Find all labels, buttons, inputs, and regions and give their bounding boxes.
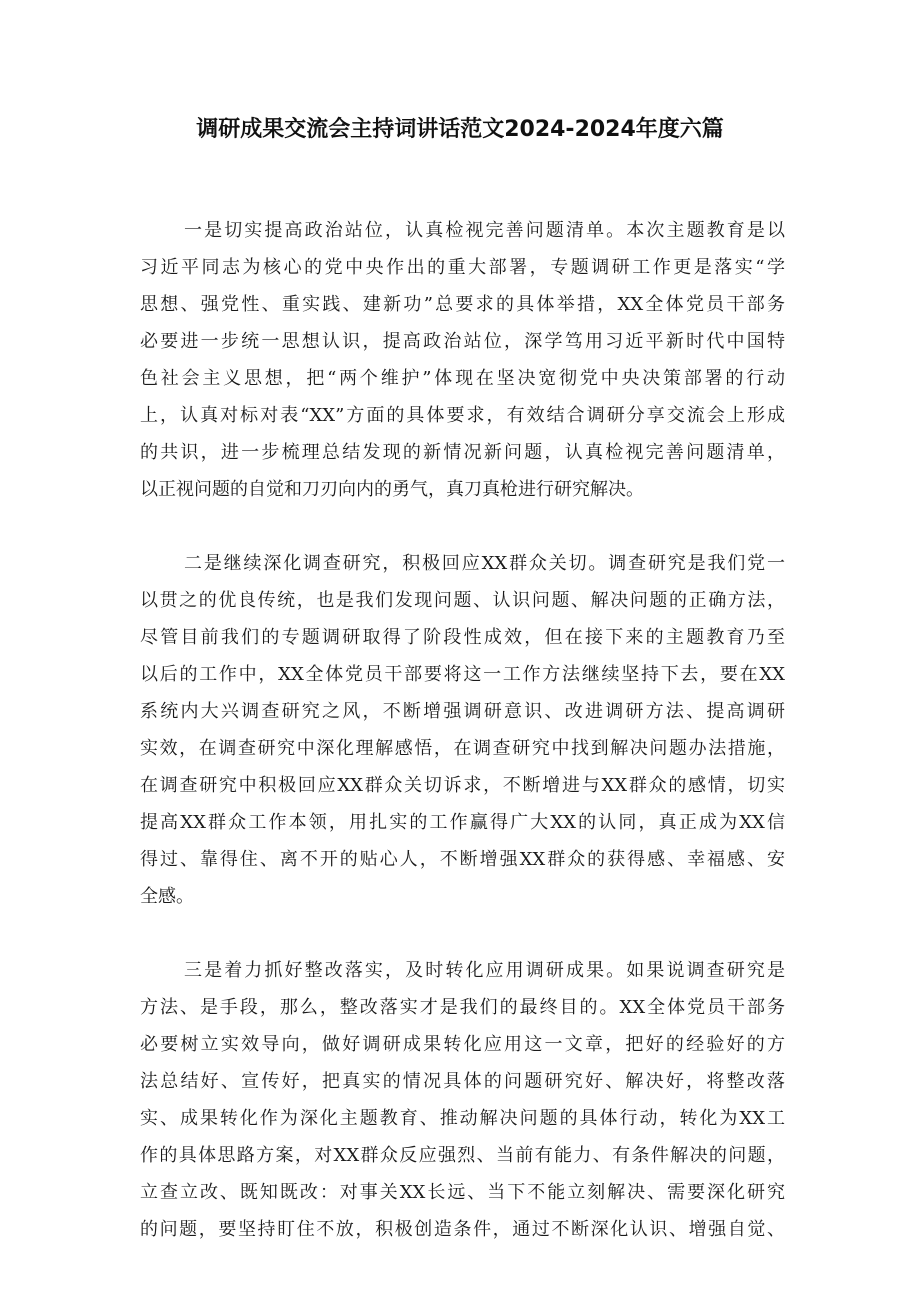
paragraph-line: 以后的工作中，XX全体党员干部要将这一工作方法继续坚持下去，要在XX — [140, 664, 785, 685]
paragraph-line: 提高XX群众工作本领，用扎实的工作赢得广大XX的认同，真正成为XX信 — [140, 812, 785, 833]
paragraph-line: 在调查研究中积极回应XX群众关切诉求，不断增进与XX群众的感情，切实 — [140, 775, 785, 796]
paragraph-line: 的共识，进一步梳理总结发现的新情况新问题，认真检视完善问题清单， — [140, 442, 785, 463]
paragraph-line: 一是切实提高政治站位，认真检视完善问题清单。本次主题教育是以 — [184, 220, 785, 241]
paragraph-line: 以正视问题的自觉和刀刃向内的勇气，真刀真枪进行研究解决。 — [140, 479, 644, 500]
paragraph-line: 必要树立实效导向，做好调研成果转化应用这一文章，把好的经验好的方 — [140, 1034, 785, 1055]
paragraph-line: 习近平同志为核心的党中央作出的重大部署，专题调研工作更是落实“学 — [140, 257, 785, 278]
paragraph-line: 必要进一步统一思想认识，提高政治站位，深学笃用习近平新时代中国特 — [140, 331, 785, 352]
paragraph-line: 思想、强党性、重实践、建新功”总要求的具体举措，XX全体党员干部务 — [140, 294, 785, 315]
paragraph-line: 三是着力抓好整改落实，及时转化应用调研成果。如果说调查研究是 — [184, 960, 785, 981]
paragraph-line: 二是继续深化调查研究，积极回应XX群众关切。调查研究是我们党一 — [184, 553, 785, 574]
paragraph-line: 实效，在调查研究中深化理解感悟，在调查研究中找到解决问题办法措施， — [140, 738, 785, 759]
paragraph-line: 方法、是手段，那么，整改落实才是我们的最终目的。XX全体党员干部务 — [140, 997, 785, 1018]
paragraph-line: 色社会主义思想，把“两个维护”体现在坚决宽彻党中央决策部署的行动 — [140, 368, 785, 389]
paragraph-line: 的问题，要坚持盯住不放，积极创造条件，通过不断深化认识、增强自觉、 — [140, 1219, 785, 1240]
paragraph-line: 以贯之的优良传统，也是我们发现问题、认识问题、解决问题的正确方法， — [140, 590, 785, 611]
paragraph-line: 全感。 — [140, 886, 194, 907]
paragraph-line: 实、成果转化作为深化主题教育、推动解决问题的具体行动，转化为XX工 — [140, 1108, 785, 1129]
paragraph-line: 作的具体思路方案，对XX群众反应强烈、当前有能力、有条件解决的问题， — [140, 1145, 785, 1166]
paragraph-line: 上，认真对标对表“XX”方面的具体要求，有效结合调研分享交流会上形成 — [140, 405, 785, 426]
paragraph-line: 法总结好、宣传好，把真实的情况具体的问题研究好、解决好，将整改落 — [140, 1071, 785, 1092]
paragraph-line: 尽管目前我们的专题调研取得了阶段性成效，但在接下来的主题教育乃至 — [140, 627, 785, 648]
paragraph-line: 系统内大兴调查研究之风，不断增强调研意识、改进调研方法、提高调研 — [140, 701, 785, 722]
paragraph-line: 得过、靠得住、离不开的贴心人，不断增强XX群众的获得感、幸福感、安 — [140, 849, 785, 870]
paragraph-line: 立查立改、既知既改：对事关XX长远、当下不能立刻解决、需要深化研究 — [140, 1182, 785, 1203]
document-title: 调研成果交流会主持词讲话范文2024-2024年度六篇 — [196, 117, 724, 142]
